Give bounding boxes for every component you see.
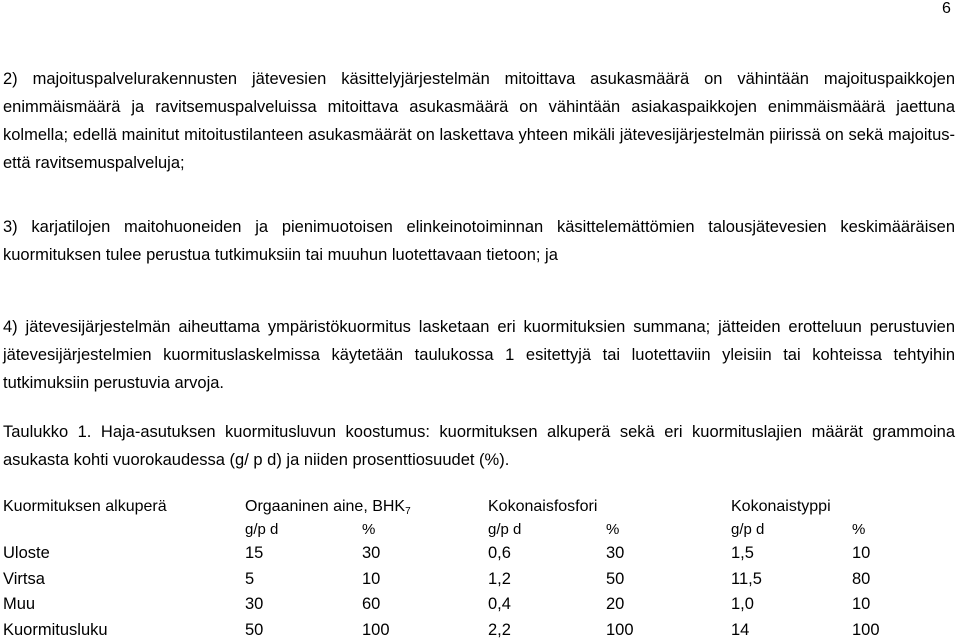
- table-cell: 0,4: [488, 592, 606, 618]
- header-origin: Kuormituksen alkuperä: [3, 494, 245, 519]
- unit-cell: %: [852, 519, 922, 541]
- header-organic: [245, 494, 488, 519]
- table-cell: 10: [852, 592, 922, 618]
- header-nitrogen: Kokonaistyppi: [731, 494, 922, 519]
- table-cell: 5: [245, 567, 362, 593]
- table-row: [3, 567, 922, 593]
- table-cell: 30: [362, 541, 488, 567]
- unit-cell: g/p d: [488, 519, 606, 541]
- table-unit-row: [3, 519, 922, 541]
- table-cell: 15: [245, 541, 362, 567]
- table-cell: 11,5: [731, 567, 852, 593]
- table-cell: 10: [852, 541, 922, 567]
- header-organic-label: Orgaaninen aine, BHK: [245, 498, 405, 515]
- header-organic-subscript: 7: [405, 506, 411, 517]
- row-label: Uloste: [3, 541, 245, 567]
- unit-spacer: [3, 519, 245, 541]
- table-cell: 100: [852, 618, 922, 643]
- paragraph-2: 2) majoituspalvelurakennusten jätevesien käsittelyjärjestelmän mitoittava asukasmäärä on vähintään majoituspaikkojen enimmäismäärä ja ravitsemuspalveluissa mitoittava asukasmäärä on vähintään asiakaspaikkojen enimmäismäärä jaettuna kolmella; edellä mainitut mitoitustilanteen asukasmäärät on laskettava yhteen mikäli jätevesijärjestelmän piirissä on sekä majoitus- että ravitsemuspalveluja;: [3, 65, 955, 177]
- paragraph-3: 3) karjatilojen maitohuoneiden ja pienimuotoisen elinkeinotoiminnan käsittelemättömien talousjätevesien keskimääräisen kuormituksen tulee perustua tutkimuksiin tai muuhun luotettavaan tietoon; ja: [3, 213, 955, 269]
- paragraph-4: 4) jätevesijärjestelmän aiheuttama ympäristökuormitus lasketaan eri kuormituksien summana; jätteiden erotteluun perustuvien jätevesijärjestelmien kuormituslaskelmissa käytetään taulukossa 1 esitettyjä tai luotettaviin yleisiin tai kohteissa tehtyihin tutkimuksiin perustuvia arvoja.: [3, 313, 955, 397]
- unit-cell: g/p d: [245, 519, 362, 541]
- row-label: Muu: [3, 592, 245, 618]
- table-cell: 50: [245, 618, 362, 643]
- table-cell: 30: [245, 592, 362, 618]
- header-phosphorus: Kokonaisfosfori: [488, 494, 731, 519]
- table-cell: 60: [362, 592, 488, 618]
- table-header-row: [3, 494, 922, 519]
- table-cell: 100: [362, 618, 488, 643]
- unit-cell: %: [606, 519, 731, 541]
- table-cell: 20: [606, 592, 731, 618]
- table-cell: 1,0: [731, 592, 852, 618]
- row-label: Kuormitusluku: [3, 618, 245, 643]
- table-cell: 2,2: [488, 618, 606, 643]
- table-caption: Taulukko 1. Haja-asutuksen kuormitusluvun koostumus: kuormituksen alkuperä sekä eri kuormituslajien määrät grammoina asukasta kohti vuorokaudessa (g/ p d) ja niiden prosenttiosuudet (%).: [3, 418, 955, 474]
- table-cell: 14: [731, 618, 852, 643]
- table-cell: 30: [606, 541, 731, 567]
- table-cell: 1,5: [731, 541, 852, 567]
- load-composition-table: [3, 494, 922, 643]
- table-cell: 0,6: [488, 541, 606, 567]
- table-cell: 80: [852, 567, 922, 593]
- table-row: [3, 541, 922, 567]
- page-number: 6: [942, 0, 951, 18]
- table-row: [3, 592, 922, 618]
- table-cell: 10: [362, 567, 488, 593]
- table-cell: 100: [606, 618, 731, 643]
- table-cell: 50: [606, 567, 731, 593]
- table-row: [3, 618, 922, 643]
- row-label: Virtsa: [3, 567, 245, 593]
- table-cell: 1,2: [488, 567, 606, 593]
- unit-cell: g/p d: [731, 519, 852, 541]
- unit-cell: %: [362, 519, 488, 541]
